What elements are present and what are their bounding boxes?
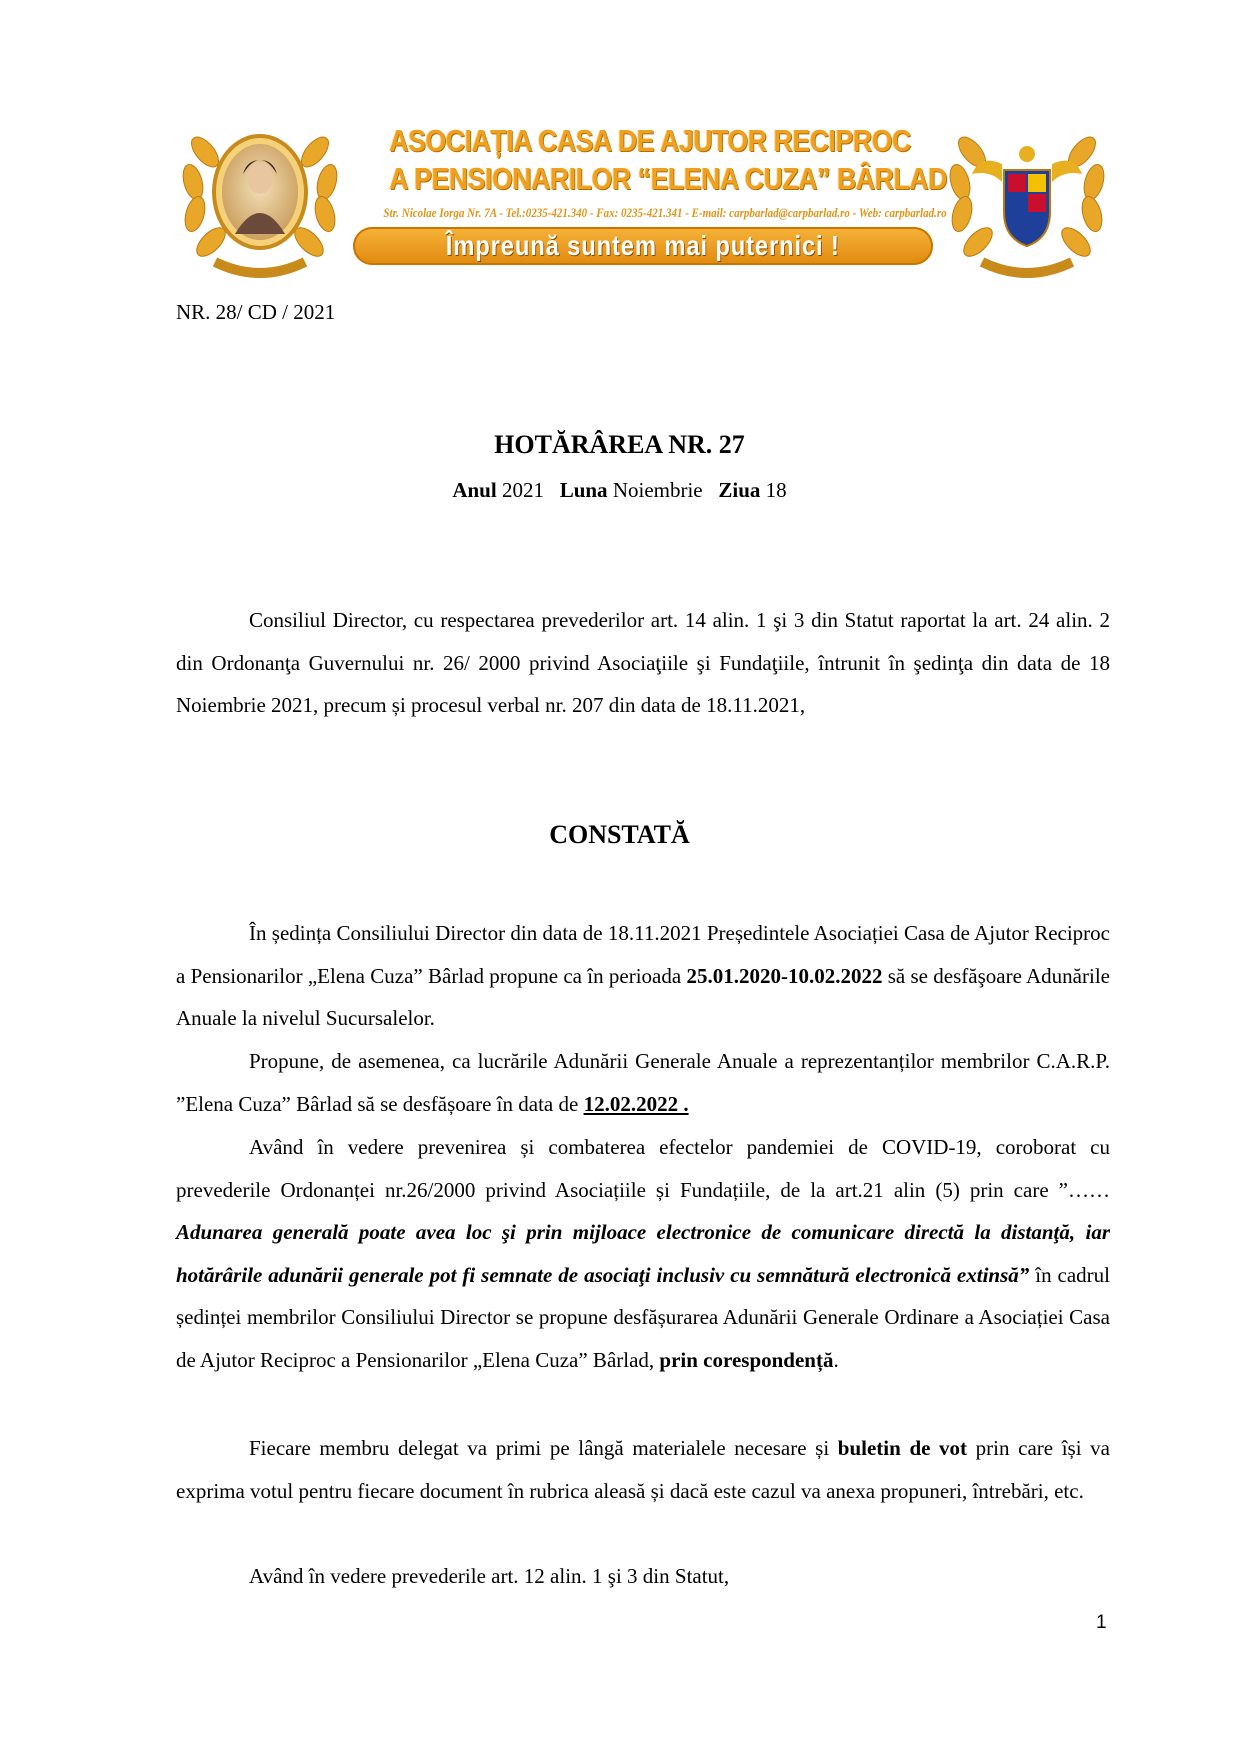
p4-text-mid: în cadrul ședinței membrilor Consiliului Director se propune desfășurarea Adunării Generale Ordinare a Asociației Casa de Ajutor Reciproc a Pensionarilor „Elena Cuza” Bârlad, [176, 1262, 1110, 1372]
reference-number: NR. 28/ CD / 2021 [176, 300, 336, 324]
paragraph-proposal-period [176, 912, 1110, 1040]
org-name-line-1: ASOCIAȚIA CASA DE AJUTOR RECIPROC [389, 123, 911, 158]
portrait-seal-logo [175, 112, 345, 282]
p5-emphasis: buletin de vot [837, 1436, 968, 1460]
page-number: 1 [1096, 1612, 1107, 1633]
coat-of-arms-icon [942, 112, 1112, 282]
p2-text-end: să se desfăşoare Adunările Anuale la nivelul Sucursalelor. [176, 963, 1110, 1030]
day-label: Ziua [718, 478, 761, 502]
p4-quote: Adunarea generală poate avea loc şi prin mijloace electronice de comunicare directă la distanţă, iar hotărârile adunării generale pot fi semnate de asociaţi inclusiv cu semnătură electronică extinsă” [176, 1220, 1110, 1287]
slogan-text: Împreună suntem mai puternici ! [445, 230, 841, 261]
org-name-line-2: A PENSIONARILOR “ELENA CUZA” BÂRLAD [389, 161, 947, 196]
p3-date: 12.02.2022 . [583, 1091, 689, 1116]
letterhead-banner [348, 122, 947, 292]
paragraph-covid-correspondence [176, 1126, 1110, 1381]
year-value: 2021 [501, 478, 544, 502]
paragraph-statute: Având în vedere prevederile art. 12 alin. 1 şi 3 din Statut, [249, 1564, 730, 1588]
p2-text: În ședința Consiliului Director din data de 18.11.2021 Președintele Asociației Casa de Ajutor Reciproc a Pensionarilor „Elena Cuza” Bârlad propune ca în perioada [176, 921, 1110, 988]
month-label: Luna [559, 478, 608, 502]
p4-emphasis: prin corespondență [659, 1347, 834, 1372]
paragraph-ballot [176, 1427, 1110, 1512]
month-value: Noiembrie [612, 478, 703, 502]
letterhead [170, 112, 1120, 290]
p4-text: Având în vedere prevenirea și combaterea efectelor pandemiei de COVID-19, coroborat cu prevederile Ordonanței nr.26/2000 privind Asociațiile și Fundațiile, de la art.21 alin (5) prin care ”…… [176, 1135, 1110, 1202]
paragraph-general-assembly-date [176, 1040, 1110, 1125]
day-value: 18 [765, 478, 787, 502]
slogan-banner [353, 227, 933, 265]
year-label: Anul [452, 478, 497, 502]
coat-of-arms-seal-logo [942, 112, 1112, 282]
document-date [0, 478, 1239, 503]
contact-info: Str. Nicolae Iorga Nr. 7A - Tel.:0235-421.340 - Fax: 0235-421.341 - E-mail: carpbarlad@carpbarlad.ro - Web: carpbarlad.ro [383, 206, 947, 220]
p2-period: 25.01.2020-10.02.2022 [686, 963, 883, 988]
p5-text: Fiecare membru delegat va primi pe lângă materialele necesare și [249, 1436, 838, 1460]
p4-text-end: . [833, 1347, 839, 1372]
document-title: HOTĂRÂREA NR. 27 [494, 430, 745, 459]
section-heading: CONSTATĂ [549, 820, 690, 849]
laurel-wreath-icon [175, 112, 345, 282]
p3-text: Propune, de asemenea, ca lucrările Adunării Generale Anuale a reprezentanților membrilor C.A.R.P. ”Elena Cuza” Bârlad să se desfășoare în data de [176, 1049, 1110, 1116]
p5-text-end: prin care își va exprima votul pentru fiecare document în rubrica aleasă și dacă este cazul va anexa propuneri, întrebări, etc. [176, 1436, 1110, 1503]
intro-paragraph: Consiliul Director, cu respectarea prevederilor art. 14 alin. 1 şi 3 din Statut raportat la art. 24 alin. 2 din Ordonanţa Guvernului nr. 26/ 2000 privind Asociaţiile şi Fundaţiile, întrunit în şedinţa din data de 18 Noiembrie 2021, precum și procesul verbal nr. 207 din data de 18.11.2021, [176, 608, 1110, 717]
